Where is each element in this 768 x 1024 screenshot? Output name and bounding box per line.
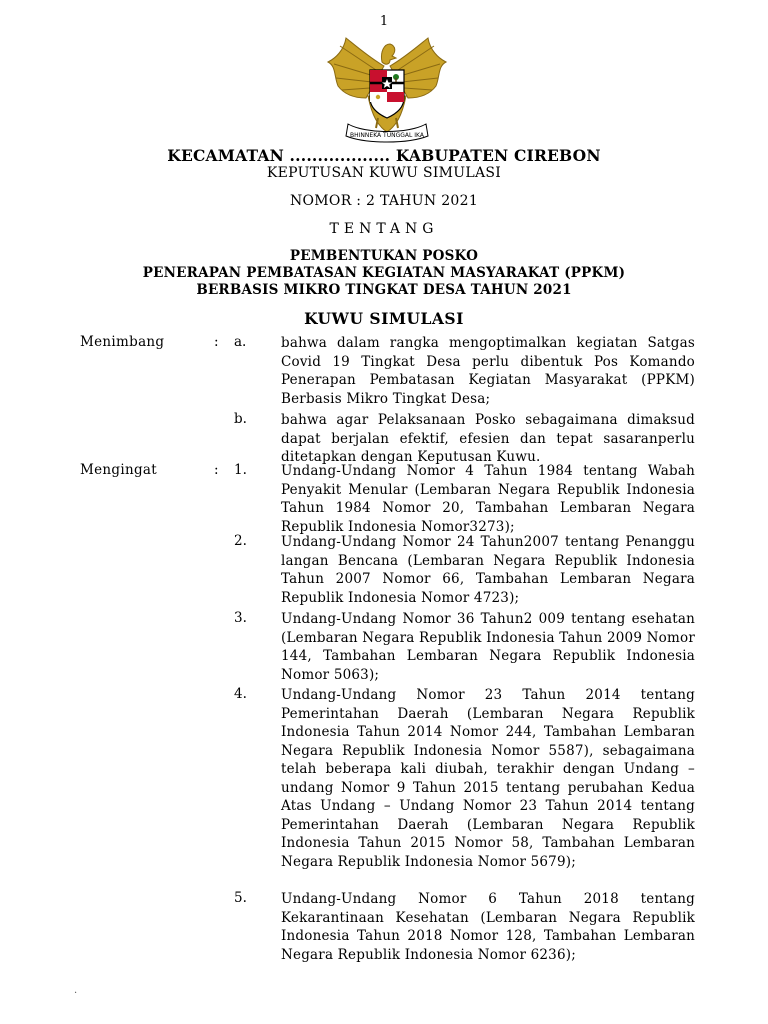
- mengingat-item-2-marker: 2.: [234, 533, 247, 549]
- menimbang-item-b-marker: b.: [234, 411, 247, 427]
- menimbang-label: Menimbang: [80, 334, 165, 350]
- decree-number: NOMOR : 2 TAHUN 2021: [289, 193, 479, 209]
- district-heading: KECAMATAN .................. KABUPATEN CIREBON: [167, 146, 601, 165]
- mengingat-item-4-text: Undang-Undang Nomor 23 Tahun 2014 tentang Pemerintahan Daerah (Lembaran Negara Republik Indonesia Tahun 2014 Nomor 244, Tambahan Lembaran Negara Republik Indonesia Nomor 5587), sebagaimana telah beberapa kali diubah, terakhir dengan Undang – undang Nomor 9 Tahun 2015 tentang perubahan Kedua Atas Undang – Undang Nomor 23 Tahun 2014 tentang Pemerintahan Daerah (Lembaran Negara Republik Indonesia Tahun 2015 Nomor 58, Tambahan Lembaran Negara Republik Indonesia Nomor 5679);: [281, 687, 695, 870]
- menimbang-colon: :: [214, 334, 219, 350]
- menimbang-item-b-text: bahwa agar Pelaksanaan Posko sebagaimana dimaksud dapat berjalan efektif, efesien dan tepat sasaranperlu ditetapkan dengan Keputusan Kuwu.: [281, 412, 695, 465]
- mengingat-item-2-text: Undang-Undang Nomor 24 Tahun2007 tentang Penanggu langan Bencana (Lembaran Negara Republik Indonesia Tahun 2007 Nomor 66, Tambahan Lembaran Negara Republik Indonesia Nomor 4723);: [281, 534, 695, 606]
- mengingat-item-4-marker: 4.: [234, 686, 247, 702]
- decree-title: KEPUTUSAN KUWU SIMULASI: [266, 165, 502, 181]
- mengingat-item-5-marker: 5.: [234, 890, 247, 906]
- mengingat-item-3-text: Undang-Undang Nomor 36 Tahun2 009 tentang esehatan (Lembaran Negara Republik Indonesia Tahun 2009 Nomor 144, Tambahan Lembaran Negara Republik Indonesia Nomor 5063);: [281, 611, 695, 683]
- mengingat-item-1-marker: 1.: [234, 462, 247, 478]
- subject-line-3: BERBASIS MIKRO TINGKAT DESA TAHUN 2021: [196, 282, 572, 298]
- mengingat-colon: :: [214, 462, 219, 478]
- mengingat-item-3-marker: 3.: [234, 610, 247, 626]
- mengingat-item-1-text: Undang-Undang Nomor 4 Tahun 1984 tentang Wabah Penyakit Menular (Lembaran Negara Republik Indonesia Tahun 1984 Nomor 20, Tambahan Lembaran Negara Republik Indonesia Nomor3273);: [281, 463, 695, 535]
- mengingat-label: Mengingat: [80, 462, 157, 478]
- menimbang-item-a-marker: a.: [234, 334, 247, 350]
- emblem-motto: BHINNEKA TUNGGAL IKA: [350, 132, 424, 139]
- tentang-label: TENTANG: [329, 221, 439, 237]
- mengingat-item-5-text: Undang-Undang Nomor 6 Tahun 2018 tentang Kekarantinaan Kesehatan (Lembaran Negara Republik Indonesia Tahun 2018 Nomor 128, Tambahan Lembaran Negara Republik Indonesia Nomor 6236);: [281, 891, 695, 963]
- garuda-emblem: [326, 36, 448, 146]
- subject-line-2: PENERAPAN PEMBATASAN KEGIATAN MASYARAKAT (PPKM): [142, 265, 626, 281]
- subject-line-1: PEMBENTUKAN POSKO: [289, 248, 479, 264]
- issuer-title: KUWU SIMULASI: [304, 309, 464, 328]
- stray-mark: .: [74, 985, 78, 996]
- page-number: 1: [379, 14, 389, 29]
- menimbang-item-a-text: bahwa dalam rangka mengoptimalkan kegiatan Satgas Covid 19 Tingkat Desa perlu dibentuk Pos Komando Penerapan Pembatasan Kegiatan Masyarakat (PPKM) Berbasis Mikro Tingkat Desa;: [281, 335, 695, 407]
